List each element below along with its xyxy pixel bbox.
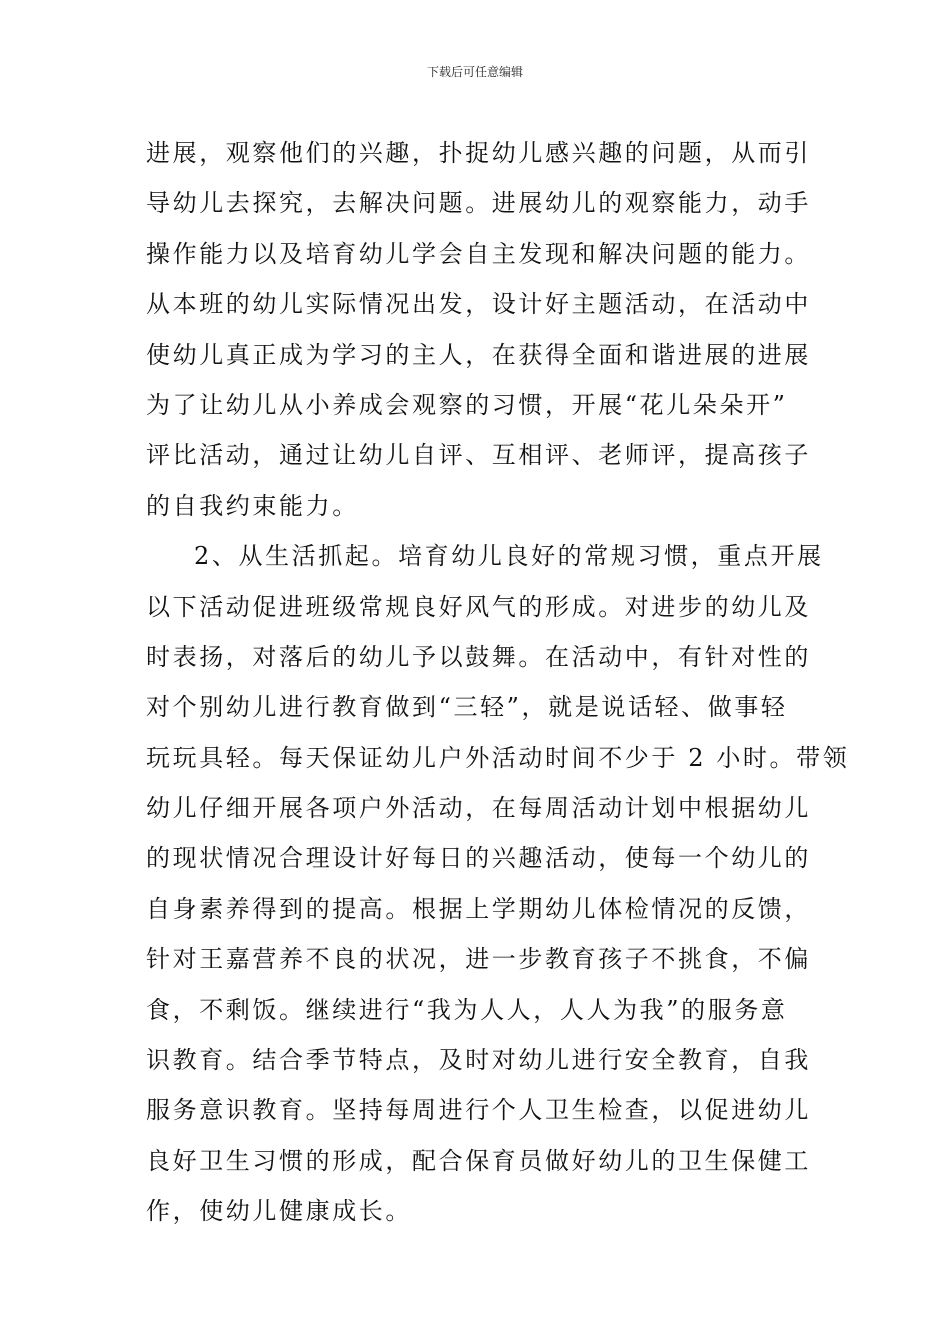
text-line: 幼儿仔细开展各项户外活动，在每周活动计划中根据幼儿	[146, 794, 811, 823]
text-line: 良好卫生习惯的形成，配合保育员做好幼儿的卫生保健工	[146, 1146, 811, 1175]
paragraph-1	[146, 128, 814, 531]
text-line: 为了让幼儿从小养成会观察的习惯，开展“花儿朵朵开”	[146, 390, 788, 419]
text-line: 的自我约束能力。	[146, 491, 359, 520]
text-line: 时表扬，对落后的幼儿予以鼓舞。在活动中，有针对性的	[146, 642, 811, 671]
text-line: 对个别幼儿进行教育做到“三轻”，就是说话轻、做事轻	[146, 693, 788, 722]
text-line: 自身素养得到的提高。根据上学期幼儿体检情况的反馈，	[146, 894, 811, 923]
text-line: 进展，观察他们的兴趣，扑捉幼儿感兴趣的问题，从而引	[146, 139, 811, 167]
text-line: 服务意识教育。坚持每周进行个人卫生检查，以促进幼儿	[146, 1096, 811, 1125]
text-line: 以下活动促进班级常规良好风气的形成。对进步的幼儿及	[146, 592, 811, 621]
text-line: 评比活动，通过让幼儿自评、互相评、老师评，提高孩子	[146, 441, 811, 470]
paragraph-2	[146, 531, 850, 1236]
text-line: 的现状情况合理设计好每日的兴趣活动，使每一个幼儿的	[146, 844, 811, 873]
text-line: 从本班的幼儿实际情况出发，设计好主题活动，在活动中	[146, 290, 811, 319]
text-line: 导幼儿去探究，去解决问题。进展幼儿的观察能力，动手	[146, 189, 811, 218]
text-line: 操作能力以及培育幼儿学会自主发现和解决问题的能力。	[146, 239, 811, 268]
document-body	[146, 128, 850, 1237]
page-header: 下载后可任意编辑	[426, 65, 523, 79]
text-line: 使幼儿真正成为学习的主人，在获得全面和谐进展的进展	[146, 340, 811, 369]
text-line: 作，使幼儿健康成长。	[146, 1197, 412, 1226]
text-line: 识教育。结合季节特点，及时对幼儿进行安全教育，自我	[146, 1046, 811, 1075]
text-line: 2、从生活抓起。培育幼儿良好的常规习惯，重点开展	[194, 542, 824, 571]
text-line: 针对王嘉营养不良的状况，进一步教育孩子不挑食，不偏	[146, 945, 811, 974]
text-line: 玩玩具轻。每天保证幼儿户外活动时间不少于 2 小时。带领	[146, 743, 850, 772]
text-line: 食，不剩饭。继续进行“我为人人，人人为我”的服务意	[146, 995, 788, 1024]
